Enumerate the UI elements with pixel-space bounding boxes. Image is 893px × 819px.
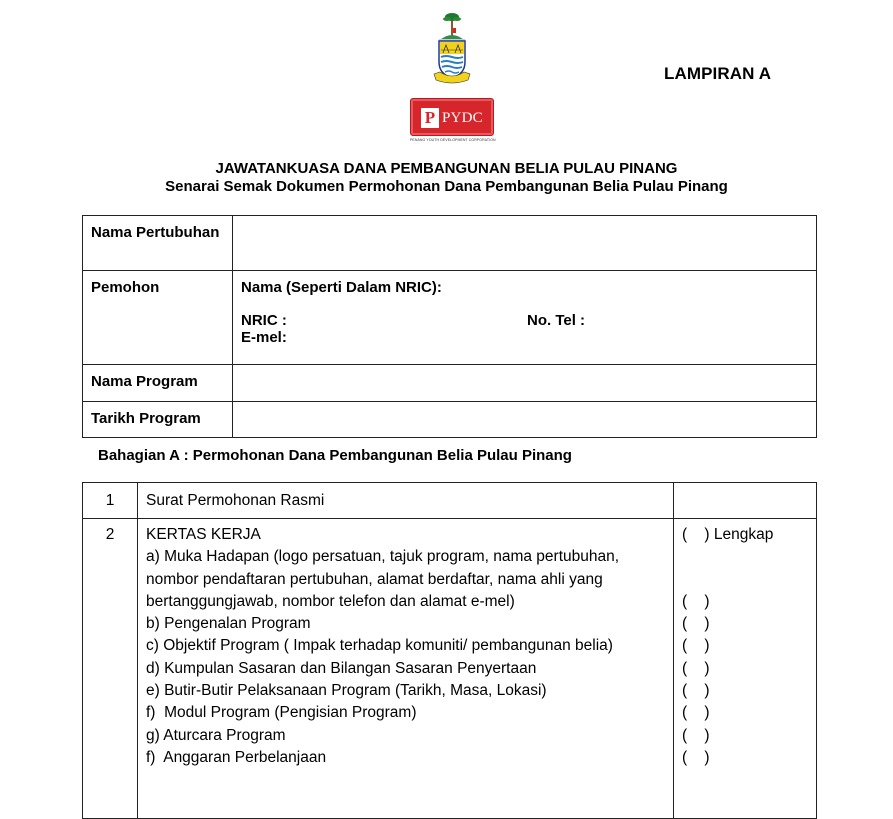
complete-checkbox[interactable]: ( ) Lengkap (682, 526, 774, 543)
applicant-info-table (82, 215, 817, 438)
sub-item: d) Kumpulan Sasaran dan Bilangan Sasaran Penyertaan (146, 659, 537, 677)
sub-item: b) Pengenalan Program (146, 615, 311, 633)
program-date-field[interactable] (233, 402, 817, 438)
sub-item-checkbox[interactable]: ( ) (682, 659, 710, 677)
sub-item: f) Modul Program (Pengisian Program) (146, 704, 417, 722)
program-date-label: Tarikh Program (83, 402, 233, 438)
applicant-details-field[interactable] (233, 271, 817, 365)
annex-label: LAMPIRAN A (664, 64, 772, 83)
applicant-name-label: Nama (Seperti Dalam NRIC): (241, 279, 442, 296)
penang-crest-logo (432, 10, 472, 88)
sub-item-checkbox[interactable]: ( ) (682, 726, 710, 744)
item-title: KERTAS KERJA (146, 526, 261, 543)
sub-item-checkbox[interactable]: ( ) (682, 682, 710, 700)
organization-name-field[interactable] (233, 216, 817, 271)
item-number: 2 (83, 519, 138, 819)
pydc-logo (410, 98, 494, 146)
pydc-logo-name: PYDC (442, 110, 483, 126)
checklist-table (82, 482, 817, 819)
organization-name-label: Nama Pertubuhan (83, 216, 233, 271)
program-name-field[interactable] (233, 365, 817, 402)
table-row (83, 519, 817, 819)
item-number: 1 (83, 483, 138, 519)
pydc-logo-badge (410, 98, 494, 136)
section-a-heading: Bahagian A : Permohonan Dana Pembangunan Belia Pulau Pinang (98, 447, 572, 464)
document-title: JAWATANKUASA DANA PEMBANGUNAN BELIA PULAU PINANG (215, 160, 678, 177)
spacer (682, 546, 808, 591)
table-row (83, 216, 817, 271)
pydc-logo-letter: P (421, 108, 439, 128)
sub-item-checkbox[interactable]: ( ) (682, 748, 710, 766)
table-row (83, 365, 817, 402)
table-row (83, 271, 817, 365)
sub-item: a) Muka Hadapan (logo persatuan, tajuk program, nama pertubuhan, (146, 548, 620, 566)
sub-item-checkbox[interactable]: ( ) (682, 637, 710, 655)
document-subtitle: Senarai Semak Dokumen Permohonan Dana Pembangunan Belia Pulau Pinang (165, 178, 728, 195)
email-label: E-mel: (241, 329, 287, 346)
sub-item: c) Objektif Program ( Impak terhadap komuniti/ pembangunan belia) (146, 637, 613, 655)
item-title: Surat Permohonan Rasmi (138, 483, 674, 519)
item-description (138, 519, 674, 819)
sub-item-checkbox[interactable]: ( ) (682, 592, 710, 610)
applicant-label: Pemohon (83, 271, 233, 365)
table-row (83, 402, 817, 438)
nric-phone-line (241, 312, 808, 329)
sub-item: f) Anggaran Perbelanjaan (146, 748, 327, 766)
phone-label: No. Tel : (527, 312, 586, 329)
sub-item: e) Butir-Butir Pelaksanaan Program (Tarikh, Masa, Lokasi) (146, 682, 547, 700)
nric-label: NRIC : (241, 312, 287, 329)
item-status-cell (674, 519, 817, 819)
program-name-label: Nama Program (83, 365, 233, 402)
table-row (83, 483, 817, 519)
sub-item: g) Aturcara Program (146, 726, 286, 744)
item-status-cell[interactable] (674, 483, 817, 519)
sub-item-checkbox[interactable]: ( ) (682, 704, 710, 722)
sub-item: nombor pendaftaran pertubuhan, alamat berdaftar, nama ahli yang (146, 570, 603, 588)
sub-item: bertanggungjawab, nombor telefon dan alamat e-mel) (146, 592, 515, 610)
sub-item-checkbox[interactable]: ( ) (682, 615, 710, 633)
pydc-logo-tagline: PENANG YOUTH DEVELOPMENT CORPORATION (410, 138, 496, 142)
